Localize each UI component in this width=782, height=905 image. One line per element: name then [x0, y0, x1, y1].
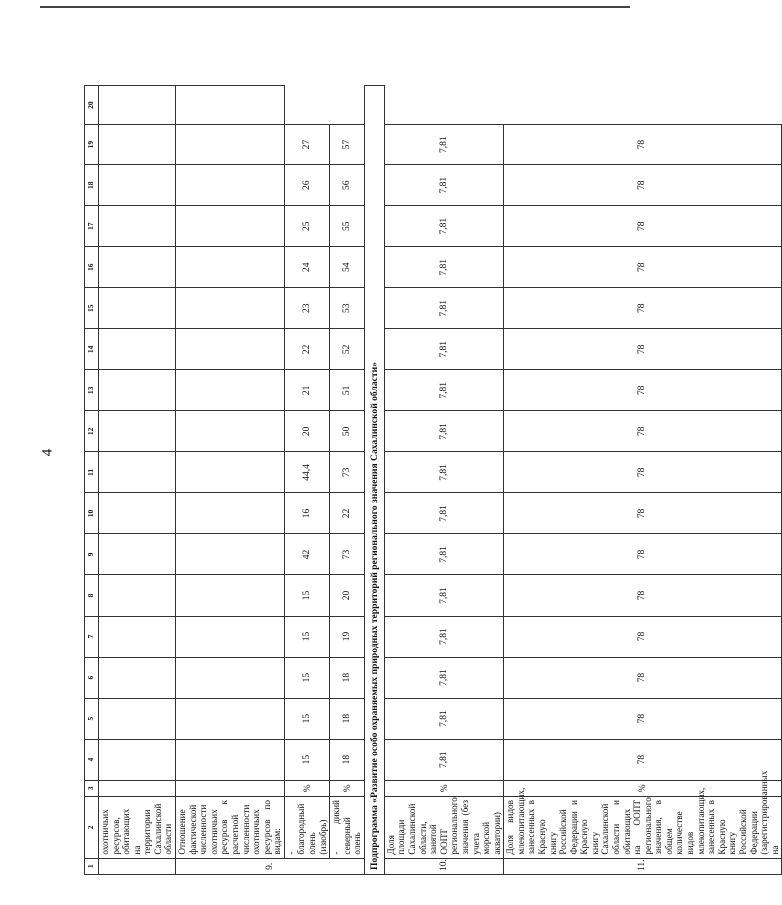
value-cell: 7,81: [384, 452, 503, 493]
value-cell: 7,81: [384, 739, 503, 780]
column-number: 17: [85, 206, 99, 247]
column-number: 18: [85, 165, 99, 206]
column-number: 6: [85, 657, 99, 698]
indicator-name: - дикий северный олень: [330, 797, 365, 859]
value-cell: 18: [330, 698, 365, 739]
continuation-row: [99, 86, 176, 875]
indicator-name: Отношение фактической численности охотничьих ресурсов к расчетной численности охотничьих ресурсов по видам:: [176, 797, 285, 859]
value-cell: 78: [504, 125, 782, 165]
value-cell: 78: [504, 452, 782, 493]
value-cell: 7,81: [384, 698, 503, 739]
column-number: 12: [85, 411, 99, 452]
value-cell: 78: [504, 206, 782, 247]
value-cell: 51: [330, 370, 365, 411]
subprogram-heading: Подпрограмма «Развитие особо охраняемых природных территорий регионального значения Сахалинской области»: [364, 86, 384, 875]
value-cell: 78: [504, 411, 782, 452]
value-cell: 27: [284, 125, 329, 165]
table-row-9-reindeer: [330, 86, 365, 875]
value-cell: 22: [284, 329, 329, 370]
value-cell: 18: [330, 739, 365, 780]
value-cell: 78: [504, 534, 782, 575]
value-cell: 57: [330, 125, 365, 165]
rotated-table-wrapper: [84, 85, 780, 875]
value-cell: 22: [330, 493, 365, 534]
value-cell: 78: [504, 739, 782, 780]
unit-cell: %: [330, 780, 365, 796]
value-cell: 7,81: [384, 165, 503, 206]
column-number: 9: [85, 534, 99, 575]
value-cell: 73: [330, 534, 365, 575]
value-cell: 23: [284, 288, 329, 329]
indicator-name: охотничьих ресурсов, обитающих на территории Сахалинской области: [99, 797, 176, 859]
value-cell: 42: [284, 534, 329, 575]
column-number: 4: [85, 739, 99, 780]
subprogram-row: [364, 86, 384, 875]
table-row-9-deer: [284, 86, 329, 875]
value-cell: 7,81: [384, 288, 503, 329]
value-cell: 7,81: [384, 411, 503, 452]
value-cell: 54: [330, 247, 365, 288]
column-number: 20: [85, 86, 99, 125]
value-cell: 21: [284, 370, 329, 411]
row-number: 9.: [176, 858, 365, 874]
value-cell: 7,81: [384, 657, 503, 698]
value-cell: 52: [330, 329, 365, 370]
value-cell: 56: [330, 165, 365, 206]
unit-cell: %: [504, 780, 782, 796]
value-cell: 78: [504, 370, 782, 411]
value-cell: 7,81: [384, 329, 503, 370]
column-number: 16: [85, 247, 99, 288]
column-number: 3: [85, 780, 99, 796]
value-cell: 7,81: [384, 534, 503, 575]
value-cell: 50: [330, 411, 365, 452]
indicator-table: [84, 85, 782, 875]
value-cell: 55: [330, 206, 365, 247]
column-numbers-row: [85, 86, 99, 875]
row-number: 10.: [384, 858, 503, 874]
value-cell: 7,81: [384, 370, 503, 411]
value-cell: 78: [504, 575, 782, 616]
value-cell: 19: [330, 616, 365, 657]
row-number: [99, 858, 176, 874]
column-number: 8: [85, 575, 99, 616]
column-number: 19: [85, 125, 99, 165]
unit-cell: %: [284, 780, 329, 796]
top-rule: [40, 6, 630, 8]
column-number: 1: [85, 858, 99, 874]
table-row-10: [384, 86, 503, 875]
value-cell: 73: [330, 452, 365, 493]
value-cell: 78: [504, 657, 782, 698]
row-number: 11.: [504, 858, 782, 874]
indicator-name: Доля видов млекопитающих, занесенных в Красную книгу Российской Федерации и Красную книгу Сахалинской области и обитающих на ООПТ регионального значения, в общем количестве видов млекопитающих, занесенных в Красную книгу Российской Федерации (зарегистрированных на: [504, 797, 782, 859]
value-cell: 25: [284, 206, 329, 247]
column-number: 7: [85, 616, 99, 657]
value-cell: 20: [330, 575, 365, 616]
value-cell: 15: [284, 657, 329, 698]
value-cell: 20: [284, 411, 329, 452]
page-number: 4: [39, 448, 56, 457]
column-number: 15: [85, 288, 99, 329]
column-number: 13: [85, 370, 99, 411]
column-number: 5: [85, 698, 99, 739]
value-cell: 15: [284, 739, 329, 780]
value-cell: 53: [330, 288, 365, 329]
value-cell: 78: [504, 288, 782, 329]
value-cell: 15: [284, 575, 329, 616]
value-cell: 78: [504, 329, 782, 370]
value-cell: 7,81: [384, 575, 503, 616]
unit-cell: %: [384, 780, 503, 796]
value-cell: 15: [284, 616, 329, 657]
value-cell: 78: [504, 247, 782, 288]
indicator-name: Доля площади Сахалинской области, занятой ООПТ регионального значения (без учета морской акватории): [384, 797, 503, 859]
value-cell: 78: [504, 616, 782, 657]
table-row-9: [176, 86, 285, 875]
table-row-11: [504, 86, 782, 875]
value-cell: 44,4: [284, 452, 329, 493]
column-number: 14: [85, 329, 99, 370]
value-cell: 78: [504, 493, 782, 534]
value-cell: 7,81: [384, 206, 503, 247]
value-cell: 24: [284, 247, 329, 288]
value-cell: 7,81: [384, 125, 503, 165]
value-cell: 7,81: [384, 247, 503, 288]
column-number: 10: [85, 493, 99, 534]
value-cell: 78: [504, 165, 782, 206]
value-cell: 16: [284, 493, 329, 534]
value-cell: 7,81: [384, 616, 503, 657]
column-number: 11: [85, 452, 99, 493]
value-cell: 18: [330, 657, 365, 698]
value-cell: 7,81: [384, 493, 503, 534]
value-cell: 78: [504, 698, 782, 739]
value-cell: 26: [284, 165, 329, 206]
indicator-name: - благородный олень (изюбрь): [284, 797, 329, 859]
column-number: 2: [85, 797, 99, 859]
value-cell: 15: [284, 698, 329, 739]
